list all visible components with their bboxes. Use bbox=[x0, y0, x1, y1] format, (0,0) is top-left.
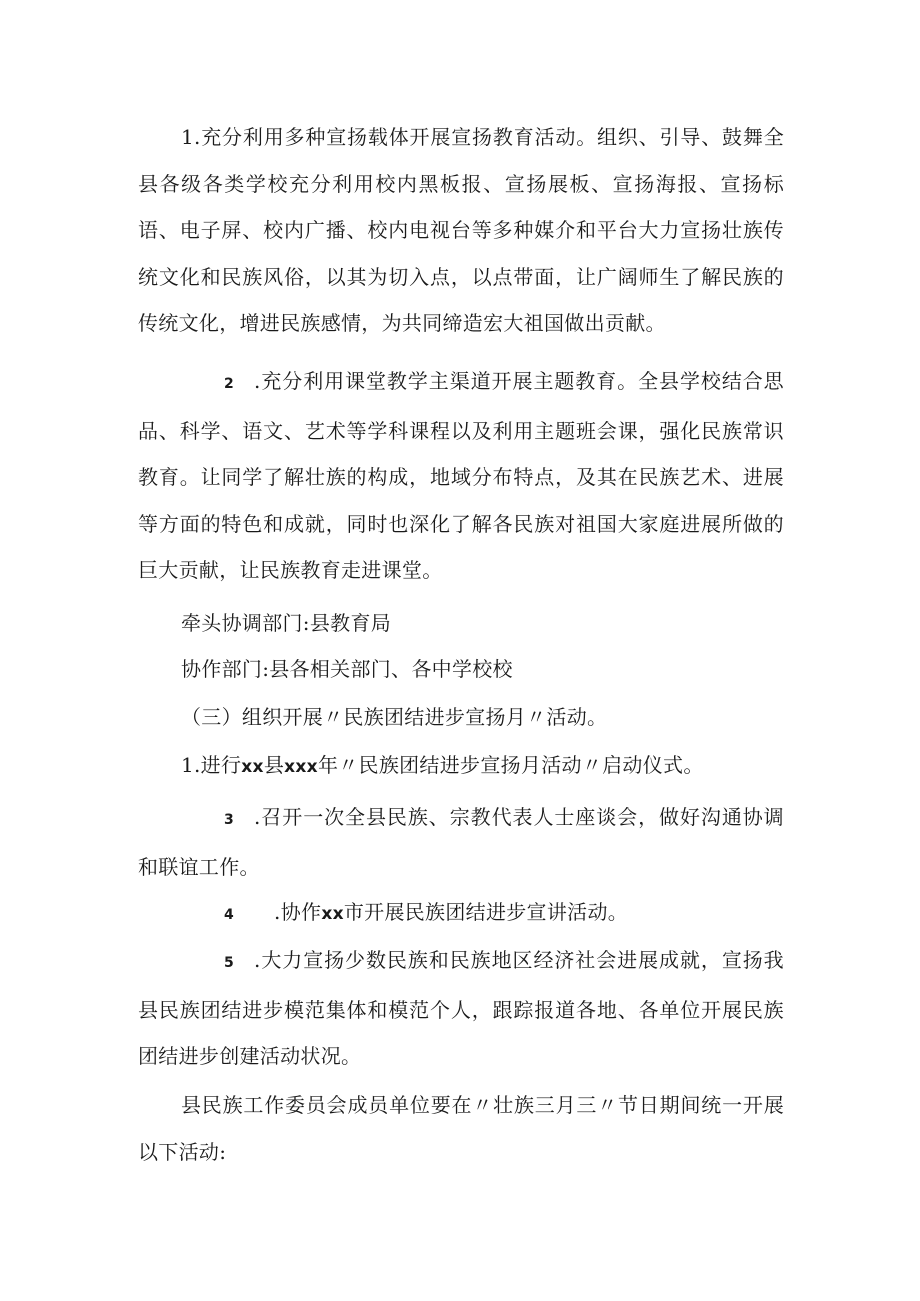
item-text: .充分利用课堂教学主渠道开展主题教育。全县学校结合思品、科学、语文、艺术等学科课程以及利用主题班会课，强化民族常识教育。让同学了解壮族的构成，地域分布特点，及其在民族艺术、进展等方面的特色和成就，同时也深化了解各民族对祖国大家庭进展所做的巨大贡献，让民族教育走进课堂。 bbox=[138, 369, 784, 582]
paragraph-item-4: 4 .协作xx市开展民族团结进步宣讲活动。 bbox=[138, 889, 784, 939]
section-heading-three: （三）组织开展〃民族团结进步宣扬月〃活动。 bbox=[181, 705, 608, 729]
lead-department-line: 牵头协调部门:县教育局 bbox=[181, 611, 392, 635]
item-number: 3 bbox=[224, 812, 235, 828]
paragraph-item-1: 1.充分利用多种宣扬载体开展宣扬教育活动。组织、引导、鼓舞全县各级各类学校充分利用校内黑板报、宣扬展板、宣扬海报、宣扬标语、电子屏、校内广播、校内电视台等多种媒介和平台大力宣扬壮族传统文化和民族风俗，以其为切入点，以点带面，让广阔师生了解民族的传统文化，增进民族感情，为共同缔造宏大祖国做出贡献。 bbox=[138, 125, 784, 335]
cooperating-department-line: 协作部门:县各相关部门、各中学校校 bbox=[181, 657, 513, 681]
paragraph-item-3 bbox=[138, 794, 784, 890]
paragraph-item-2 bbox=[138, 358, 784, 594]
item-number: 5 bbox=[224, 955, 235, 971]
item-text: .召开一次全县民族、宗教代表人士座谈会，做好沟通协调和联谊工作。 bbox=[138, 805, 784, 879]
item-number: 2 bbox=[224, 376, 235, 392]
paragraph-item-5 bbox=[138, 937, 784, 1080]
item-number: 4 bbox=[224, 907, 235, 923]
paragraph-item-launch: 1.进行xx县xxx年〃民族团结进步宣扬月活动〃启动仪式。 bbox=[181, 753, 704, 777]
closing-paragraph: 县民族工作委员会成员单位要在〃壮族三月三〃节日期间统一开展以下活动: bbox=[138, 1093, 784, 1164]
item-text: .大力宣扬少数民族和民族地区经济社会进展成就，宣扬我县民族团结进步模范集体和模范个人，跟踪报道各地、各单位开展民族团结进步创建活动状况。 bbox=[138, 948, 784, 1068]
